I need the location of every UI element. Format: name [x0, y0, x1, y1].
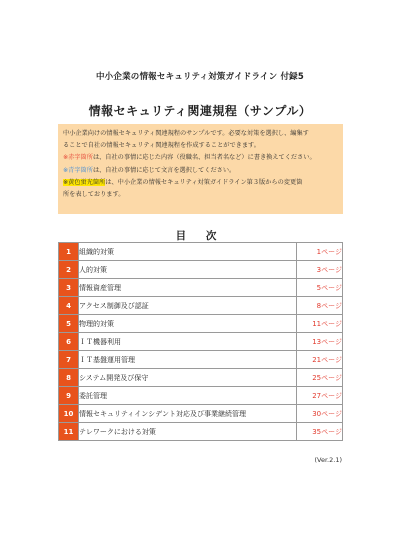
toc-number: 2 — [59, 261, 79, 279]
toc-row[interactable] — [59, 261, 343, 279]
toc-number: 10 — [59, 405, 79, 423]
toc-page-link[interactable]: 5ページ — [297, 279, 343, 297]
toc-row[interactable] — [59, 279, 343, 297]
toc-section-name: 組織的対策 — [79, 243, 297, 261]
toc-section-name: システム開発及び保守 — [79, 369, 297, 387]
notice-yellow-rule — [63, 177, 339, 201]
toc-number: 5 — [59, 315, 79, 333]
version-label: (Ver.2.1) — [314, 456, 342, 464]
toc-page-link[interactable]: 30ページ — [297, 405, 343, 423]
notice-text: は、自社の事情に応じた内容（役職名、担当者名など）に書き換えてください。 — [92, 154, 316, 162]
notice-text: は、自社の事情に応じて文言を選択してください。 — [92, 166, 236, 174]
toc-heading: 目 次 — [175, 230, 225, 242]
toc-section-name: 委託管理 — [79, 387, 297, 405]
toc-page-link[interactable]: 21ページ — [297, 351, 343, 369]
toc-row[interactable] — [59, 351, 343, 369]
guideline-header: 中小企業の情報セキュリティ対策ガイドライン 付録5 — [95, 72, 305, 82]
toc-page-link[interactable]: 25ページ — [297, 369, 343, 387]
usage-notice-box — [58, 124, 343, 214]
notice-blue-rule — [63, 165, 339, 177]
toc-page-link[interactable]: 27ページ — [297, 387, 343, 405]
toc-row[interactable] — [59, 315, 343, 333]
toc-section-name: ＩＴ機器利用 — [79, 333, 297, 351]
toc-row[interactable] — [59, 405, 343, 423]
toc-page-link[interactable]: 11ページ — [297, 315, 343, 333]
toc-section-name: ＩＴ基盤運用管理 — [79, 351, 297, 369]
toc-page-link[interactable]: 13ページ — [297, 333, 343, 351]
toc-section-name: 人的対策 — [79, 261, 297, 279]
toc-number: 6 — [59, 333, 79, 351]
toc-row[interactable] — [59, 387, 343, 405]
toc-section-name: 情報資産管理 — [79, 279, 297, 297]
toc-section-name: アクセス制御及び認証 — [79, 297, 297, 315]
toc-number: 9 — [59, 387, 79, 405]
toc-page-link[interactable]: 8ページ — [297, 297, 343, 315]
toc-section-name: 情報セキュリティインシデント対応及び事業継続管理 — [79, 405, 297, 423]
notice-text: は、中小企業の情報セキュリティ対策ガイドライン第３版からの変更箇 — [105, 178, 303, 186]
toc-number: 11 — [59, 423, 79, 441]
notice-text: ることで自社の情報セキュリティ関連規程を作成することができます。 — [63, 142, 260, 150]
toc-section-name: テレワークにおける対策 — [79, 423, 297, 441]
notice-text: 所を表しております。 — [63, 191, 125, 199]
blue-text-marker: ※青字箇所 — [63, 166, 93, 174]
document-title: 情報セキュリティ関連規程（サンプル） — [88, 104, 312, 118]
toc-row[interactable] — [59, 333, 343, 351]
notice-text: 中小企業向けの情報セキュリティ関連規程のサンプルです。必要な対策を選択し、編集す — [63, 130, 309, 137]
table-of-contents — [58, 242, 343, 441]
toc-row[interactable] — [59, 297, 343, 315]
toc-row[interactable] — [59, 243, 343, 261]
notice-red-rule — [63, 152, 339, 164]
toc-page-link[interactable]: 35ページ — [297, 423, 343, 441]
toc-section-name: 物理的対策 — [79, 315, 297, 333]
red-text-marker: ※赤字箇所 — [63, 154, 93, 162]
yellow-highlight-marker: ※黄色蛍光箇所 — [63, 178, 106, 186]
toc-page-link[interactable]: 1ページ — [297, 243, 343, 261]
toc-number: 3 — [59, 279, 79, 297]
notice-line — [63, 128, 339, 152]
toc-row[interactable] — [59, 423, 343, 441]
toc-number: 4 — [59, 297, 79, 315]
toc-number: 7 — [59, 351, 79, 369]
toc-row[interactable] — [59, 369, 343, 387]
toc-number: 8 — [59, 369, 79, 387]
toc-number: 1 — [59, 243, 79, 261]
toc-page-link[interactable]: 3ページ — [297, 261, 343, 279]
